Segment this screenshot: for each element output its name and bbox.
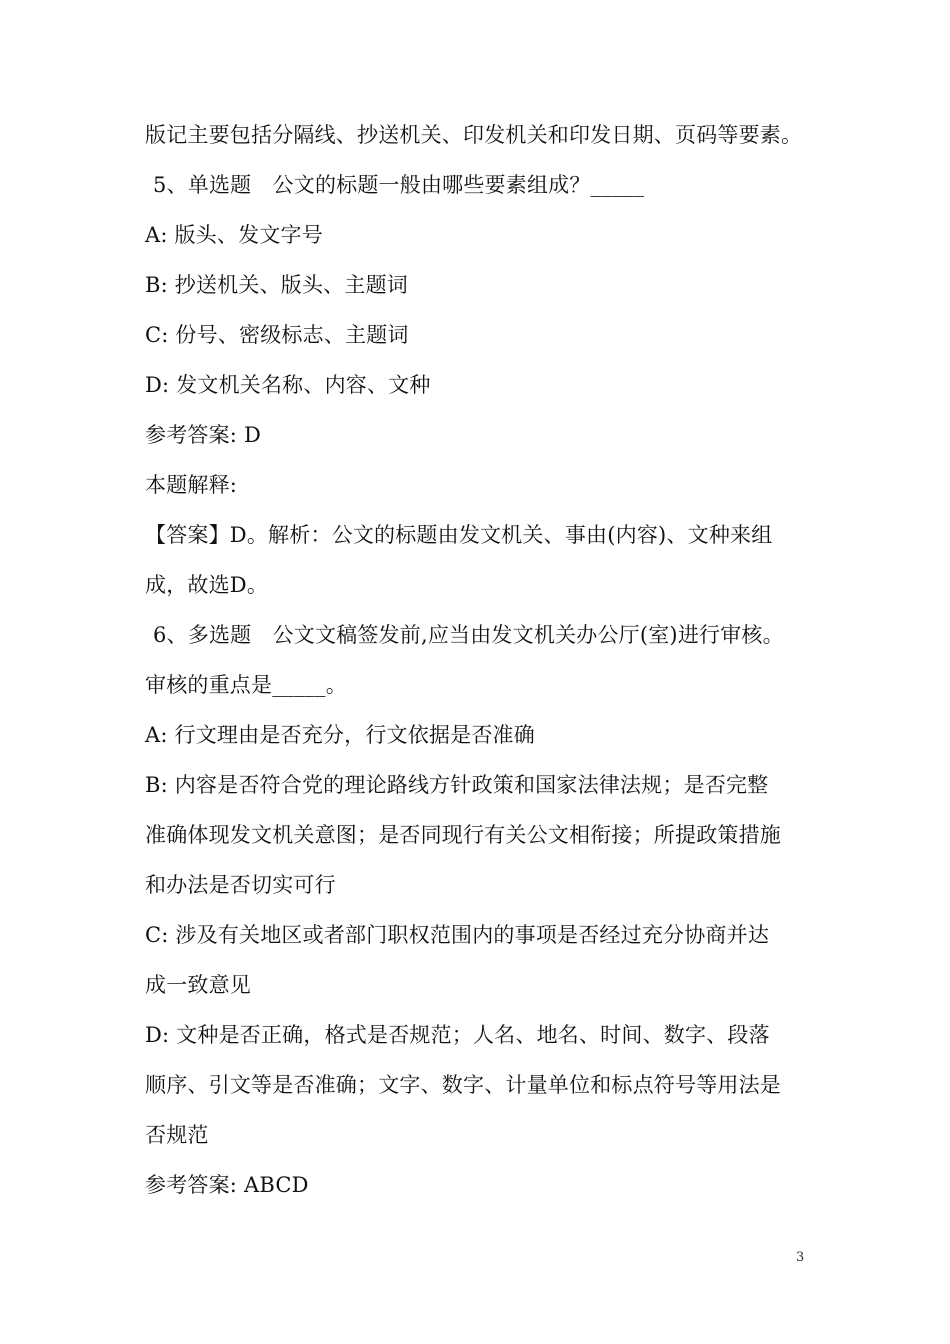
question-5-option-a: A: 版头、发文字号	[145, 223, 323, 247]
question-6-option-a: A: 行文理由是否充分，行文依据是否准确	[145, 723, 535, 747]
question-6-option-b-line-3: 和办法是否切实可行	[145, 873, 336, 897]
question-5-option-d: D: 发文机关名称、内容、文种	[145, 373, 431, 397]
question-5-explanation-line-1: 【答案】D。解析：公文的标题由发文机关、事由(内容)、文种来组	[145, 523, 773, 547]
question-5-option-c: C: 份号、密级标志、主题词	[145, 323, 409, 347]
question-5-title: 5、单选题 公文的标题一般由哪些要素组成？_____	[153, 173, 645, 197]
question-6-option-c-line-2: 成一致意见	[145, 973, 251, 997]
question-6-option-d-line-2: 顺序、引文等是否准确；文字、数字、计量单位和标点符号等用法是	[145, 1073, 781, 1097]
text-line: 版记主要包括分隔线、抄送机关、印发机关和印发日期、页码等要素。	[145, 123, 803, 147]
question-6-option-b-line-1: B: 内容是否符合党的理论路线方针政策和国家法律法规；是否完整	[145, 773, 769, 797]
question-5-option-b: B: 抄送机关、版头、主题词	[145, 273, 408, 297]
page-number: 3	[796, 1250, 805, 1265]
question-5-explanation-label: 本题解释:	[145, 473, 238, 497]
question-6-option-b-line-2: 准确体现发文机关意图；是否同现行有关公文相衔接；所提政策措施	[145, 823, 781, 847]
question-6-option-d-line-3: 否规范	[145, 1123, 209, 1147]
question-6-option-d-line-1: D: 文种是否正确，格式是否规范；人名、地名、时间、数字、段落	[145, 1023, 770, 1047]
question-6-option-c-line-1: C: 涉及有关地区或者部门职权范围内的事项是否经过充分协商并达	[145, 923, 770, 947]
question-6-answer: 参考答案: ABCD	[145, 1173, 309, 1197]
question-6-title-line-2: 审核的重点是_____。	[145, 673, 347, 697]
question-6-title-line-1: 6、多选题 公文文稿签发前,应当由发文机关办公厅(室)进行审核。	[153, 623, 784, 647]
question-5-explanation-line-2: 成，故选D。	[145, 573, 269, 597]
question-5-answer: 参考答案: D	[145, 423, 261, 447]
